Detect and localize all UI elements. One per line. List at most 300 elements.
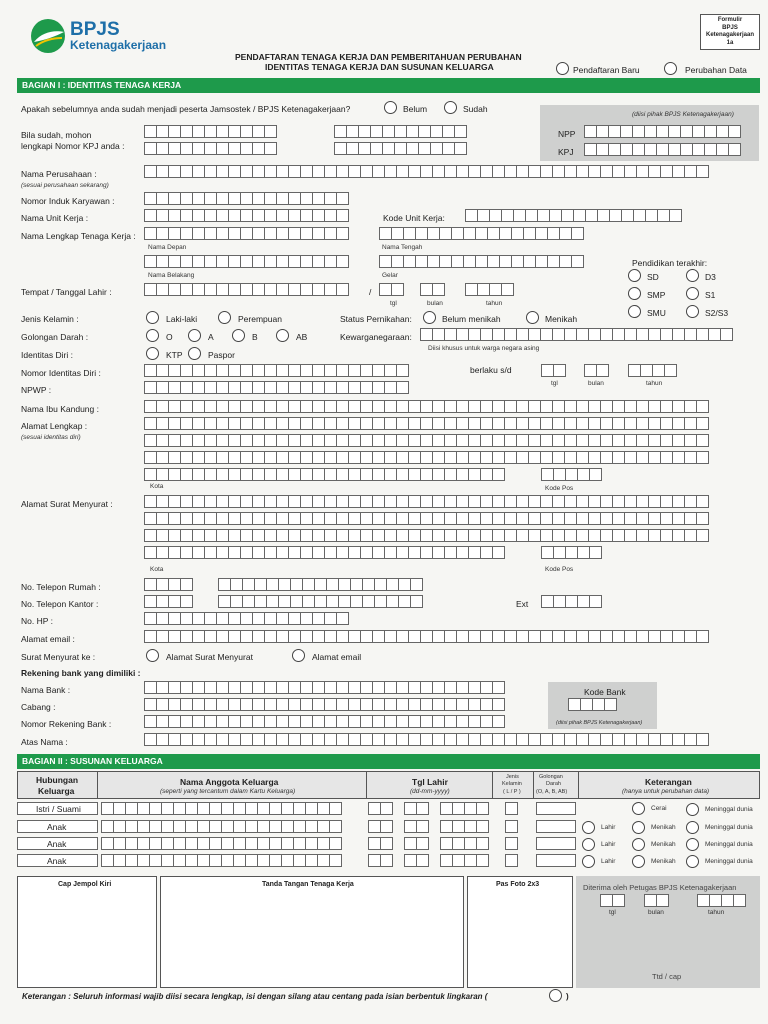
- char-box[interactable]: [416, 820, 429, 833]
- edu-sd-radio[interactable]: [628, 269, 641, 282]
- family-name-input[interactable]: [101, 854, 341, 867]
- valid-year-hint: tahun: [646, 380, 663, 387]
- char-box[interactable]: [501, 283, 514, 296]
- paspor-label: Paspor: [208, 350, 235, 360]
- bpjs-logo: [30, 18, 66, 54]
- edu-d3-radio[interactable]: [686, 269, 699, 282]
- unit-code-input[interactable]: [465, 209, 681, 222]
- family-relation-label: Anak: [47, 839, 67, 849]
- char-box[interactable]: [696, 529, 709, 542]
- char-box[interactable]: [380, 854, 393, 867]
- edu-d3-label: D3: [705, 272, 716, 282]
- char-box[interactable]: [596, 364, 609, 377]
- col-blood-2: Darah: [546, 781, 561, 787]
- char-box: [656, 894, 669, 907]
- col-blood-1: Golongan: [539, 774, 563, 780]
- mail-to-address-label: Alamat Surat Menyurat: [166, 652, 253, 662]
- char-box[interactable]: [336, 209, 349, 222]
- blood-o-label: O: [166, 332, 173, 342]
- edu-s2s3-radio[interactable]: [686, 305, 699, 318]
- address-line-2[interactable]: [144, 434, 708, 447]
- char-box[interactable]: [696, 451, 709, 464]
- char-box: [728, 143, 741, 156]
- family-meninggal-radio[interactable]: [686, 821, 699, 834]
- nationality-input[interactable]: [420, 328, 732, 341]
- sudah-label: Sudah: [463, 104, 488, 114]
- char-box[interactable]: [492, 698, 505, 711]
- bank-name-input[interactable]: [144, 681, 504, 694]
- family-meninggal-label: Meninggal dunia: [705, 841, 753, 848]
- family-cerai-radio[interactable]: [632, 802, 645, 815]
- gender-label: Jenis Kelamin :: [21, 314, 79, 324]
- col-divider: [533, 771, 534, 799]
- received-year-hint: tahun: [708, 909, 725, 916]
- address-city-input[interactable]: [144, 468, 504, 481]
- family-lahir-radio[interactable]: [582, 855, 595, 868]
- family-blood-input[interactable]: [536, 837, 575, 850]
- family-dob-day[interactable]: [368, 820, 392, 833]
- birth-day-input[interactable]: [379, 283, 403, 296]
- mail-to-address-radio[interactable]: [146, 649, 159, 662]
- char-box[interactable]: [492, 681, 505, 694]
- ext-label: Ext: [516, 599, 529, 609]
- family-lahir-label: Lahir: [601, 858, 616, 865]
- kpj-input-1[interactable]: [144, 125, 276, 138]
- char-box[interactable]: [589, 468, 602, 481]
- single-label: Belum menikah: [442, 314, 501, 324]
- char-box[interactable]: [410, 595, 423, 608]
- female-label: Perempuan: [238, 314, 282, 324]
- work-unit-label: Nama Unit Kerja :: [21, 213, 89, 223]
- female-radio[interactable]: [218, 311, 231, 324]
- male-label: Laki-laki: [166, 314, 198, 324]
- family-dob-month[interactable]: [404, 802, 428, 815]
- mail-to-email-label: Alamat email: [312, 652, 362, 662]
- col-divider: [366, 771, 367, 799]
- address-note: (sesuai identitas diri): [21, 434, 81, 441]
- char-box[interactable]: [336, 227, 349, 240]
- char-box[interactable]: [416, 802, 429, 815]
- home-phone-input[interactable]: [218, 578, 422, 591]
- char-box[interactable]: [696, 733, 709, 746]
- family-dob-day[interactable]: [368, 802, 392, 815]
- char-box[interactable]: [329, 820, 342, 833]
- mail-to-label: Surat Menyurat ke :: [21, 652, 96, 662]
- address-line-1[interactable]: [144, 417, 708, 430]
- char-box[interactable]: [571, 255, 584, 268]
- family-menikah-radio[interactable]: [632, 838, 645, 851]
- male-radio[interactable]: [146, 311, 159, 324]
- family-dob-month[interactable]: [404, 854, 428, 867]
- char-box[interactable]: [589, 595, 602, 608]
- logo-icon: [30, 18, 66, 54]
- char-box: [612, 894, 625, 907]
- ext-input[interactable]: [541, 595, 601, 608]
- kpj-prompt-2: lengkapi Nomor KPJ anda :: [21, 141, 125, 151]
- previous-member-question: Apakah sebelumnya anda sudah menjadi peserta Jamsostek / BPJS Ketenagakerjaan?: [21, 104, 351, 114]
- family-meninggal-label: Meninggal dunia: [705, 858, 753, 865]
- id-type-label: Identitas Diri :: [21, 350, 73, 360]
- mobile-input[interactable]: [144, 612, 348, 625]
- char-box[interactable]: [505, 854, 518, 867]
- edu-s2s3-label: S2/S3: [705, 308, 729, 318]
- char-box[interactable]: [432, 283, 445, 296]
- char-box[interactable]: [476, 820, 489, 833]
- char-box[interactable]: [505, 820, 518, 833]
- received-month-input: [644, 894, 668, 907]
- char-box[interactable]: [669, 209, 682, 222]
- family-dob-month[interactable]: [404, 837, 428, 850]
- home-phone-label: No. Telepon Rumah :: [21, 582, 101, 592]
- family-blood-input[interactable]: [536, 802, 575, 815]
- data-change-radio[interactable]: [664, 62, 677, 75]
- family-menikah-label: Menikah: [651, 858, 676, 865]
- char-box[interactable]: [664, 364, 677, 377]
- sudah-radio[interactable]: [444, 101, 457, 114]
- signature-box[interactable]: [160, 876, 464, 988]
- valid-month-input[interactable]: [584, 364, 608, 377]
- char-box[interactable]: [696, 495, 709, 508]
- received-label: Diterima oleh Petugas BPJS Ketenagakerjaan: [583, 883, 737, 892]
- family-dob-year[interactable]: [440, 854, 488, 867]
- kpj-input-4[interactable]: [334, 142, 466, 155]
- birth-place-input[interactable]: [144, 283, 348, 296]
- family-menikah-label: Menikah: [651, 824, 676, 831]
- logo-sub: Ketenagakerjaan: [70, 38, 167, 52]
- last-name-hint: Nama Belakang: [148, 272, 195, 279]
- office-phone-label: No. Telepon Kantor :: [21, 599, 99, 609]
- branch-input[interactable]: [144, 698, 504, 711]
- family-meninggal-radio[interactable]: [686, 838, 699, 851]
- birth-month-hint: bulan: [427, 300, 443, 307]
- char-box[interactable]: [264, 142, 277, 155]
- col-relation-2: Keluarga: [38, 786, 75, 796]
- valid-day-input[interactable]: [541, 364, 565, 377]
- foreign-note: Diisi khusus untuk warga negara asing: [428, 345, 540, 352]
- family-dob-month[interactable]: [404, 820, 428, 833]
- char-box[interactable]: [696, 400, 709, 413]
- family-relation-label: Anak: [47, 856, 67, 866]
- mail-address-line-3[interactable]: [144, 529, 708, 542]
- account-name-input[interactable]: [144, 733, 708, 746]
- char-box[interactable]: [492, 468, 505, 481]
- logo-brand: BPJS: [70, 19, 120, 40]
- form-title-1: PENDAFTARAN TENAGA KERJA DAN PEMBERITAHUAN PERUBAHAN: [235, 52, 522, 62]
- edu-smu-label: SMU: [647, 308, 666, 318]
- col-sex-2: Kelamin: [502, 781, 522, 787]
- col-sex-3: ( L / P ): [503, 789, 521, 795]
- family-sex-input[interactable]: [505, 837, 517, 850]
- kpj-label: KPJ: [558, 147, 574, 157]
- family-name-input[interactable]: [101, 820, 341, 833]
- full-name-label: Nama Lengkap Tenaga Kerja :: [21, 231, 136, 241]
- ktp-radio[interactable]: [146, 347, 159, 360]
- marital-label: Status Pernikahan:: [340, 314, 412, 324]
- family-dob-day[interactable]: [368, 837, 392, 850]
- char-box[interactable]: [476, 854, 489, 867]
- char-box[interactable]: [410, 578, 423, 591]
- employee-id-label: Nomor Induk Karyawan :: [21, 196, 115, 206]
- blood-ab-label: AB: [296, 332, 308, 342]
- employee-id-input[interactable]: [144, 192, 348, 205]
- char-box[interactable]: [476, 802, 489, 815]
- char-box[interactable]: [720, 328, 733, 341]
- address-city-hint: Kota: [150, 483, 164, 490]
- edu-s1-radio[interactable]: [686, 287, 699, 300]
- title-input[interactable]: [379, 255, 583, 268]
- char-box[interactable]: [180, 595, 193, 608]
- col-dob-note: (dd-mm-yyyy): [410, 788, 450, 795]
- company-note: (sesuai perusahaan sekarang): [21, 182, 109, 189]
- family-sex-input[interactable]: [505, 854, 517, 867]
- char-box[interactable]: [336, 612, 349, 625]
- family-dob-day[interactable]: [368, 854, 392, 867]
- bank-name-label: Nama Bank :: [21, 685, 71, 695]
- family-relation-label: Anak: [47, 822, 67, 832]
- belum-radio[interactable]: [384, 101, 397, 114]
- family-lahir-label: Lahir: [601, 841, 616, 848]
- birth-month-input[interactable]: [420, 283, 444, 296]
- edu-sd-label: SD: [647, 272, 659, 282]
- valid-until-label: berlaku s/d: [470, 365, 512, 375]
- char-box[interactable]: [416, 837, 429, 850]
- new-registration-label: Pendaftaran Baru: [573, 65, 640, 75]
- char-box[interactable]: [696, 417, 709, 430]
- npp-label: NPP: [558, 129, 576, 139]
- family-sex-input[interactable]: [505, 820, 517, 833]
- family-menikah-radio[interactable]: [632, 821, 645, 834]
- first-name-hint: Nama Depan: [148, 244, 187, 251]
- mobile-label: No. HP :: [21, 616, 53, 626]
- middle-name-hint: Nama Tengah: [382, 244, 423, 251]
- char-box[interactable]: [380, 802, 393, 815]
- form-code-line: Ketenagakerjaan: [705, 32, 755, 38]
- footer-note: Keterangan : Seluruh informasi wajib diisi secara lengkap, isi dengan silang atau centang pada isian berbentuk lingkaran (: [22, 992, 488, 1001]
- char-box[interactable]: [380, 820, 393, 833]
- unit-code-label: Kode Unit Kerja:: [383, 213, 445, 223]
- blood-o-radio[interactable]: [146, 329, 159, 342]
- edu-smp-radio[interactable]: [628, 287, 641, 300]
- photo-label: Pas Foto 2x3: [496, 881, 540, 888]
- char-box[interactable]: [336, 283, 349, 296]
- mail-address-label: Alamat Surat Menyurat :: [21, 499, 113, 509]
- address-postcode-input[interactable]: [541, 468, 601, 481]
- blood-b-label: B: [252, 332, 258, 342]
- branch-label: Cabang :: [21, 702, 56, 712]
- edu-s1-label: S1: [705, 290, 716, 300]
- kpj-input-3[interactable]: [144, 142, 276, 155]
- nationality-label: Kewarganegaraan:: [340, 332, 412, 342]
- middle-name-input[interactable]: [379, 227, 583, 240]
- blood-ab-radio[interactable]: [276, 329, 289, 342]
- section2-header: BAGIAN II : SUSUNAN KELUARGA: [17, 754, 760, 769]
- col-note-sub: (hanya untuk perubahan data): [622, 788, 710, 795]
- education-label: Pendidikan terakhir:: [632, 258, 708, 268]
- char-box[interactable]: [492, 546, 505, 559]
- bank-section-title: Rekening bank yang dimiliki :: [21, 668, 141, 678]
- npp-input: [584, 125, 740, 138]
- id-number-label: Nomor Identitas Diri :: [21, 368, 101, 378]
- family-cerai-label: Cerai: [651, 805, 667, 812]
- office-phone-area-input[interactable]: [144, 595, 192, 608]
- family-dob-year[interactable]: [440, 837, 488, 850]
- married-label: Menikah: [545, 314, 578, 324]
- bank-code-label: Kode Bank: [584, 687, 626, 697]
- blood-a-radio[interactable]: [188, 329, 201, 342]
- char-box[interactable]: [589, 546, 602, 559]
- family-blood-input[interactable]: [536, 820, 575, 833]
- char-box[interactable]: [336, 192, 349, 205]
- received-year-input: [697, 894, 745, 907]
- valid-year-input[interactable]: [628, 364, 676, 377]
- thumbprint-box: [17, 876, 157, 988]
- data-change-label: Perubahan Data: [685, 65, 747, 75]
- family-name-input[interactable]: [101, 802, 341, 815]
- family-dob-year[interactable]: [440, 802, 488, 815]
- family-lahir-radio[interactable]: [582, 821, 595, 834]
- first-name-input[interactable]: [144, 227, 348, 240]
- mail-address-line-1[interactable]: [144, 495, 708, 508]
- char-box[interactable]: [476, 837, 489, 850]
- mother-name-input[interactable]: [144, 400, 708, 413]
- family-meninggal-label: Meninggal dunia: [705, 824, 753, 831]
- new-registration-radio[interactable]: [556, 62, 569, 75]
- family-menikah-radio[interactable]: [632, 855, 645, 868]
- form-code-line: Formulir: [717, 17, 743, 23]
- edu-smp-label: SMP: [647, 290, 666, 300]
- col-name-note: (seperti yang tercantum dalam Kartu Keluarga): [160, 788, 296, 795]
- col-relation-1: Hubungan: [36, 775, 79, 785]
- title-hint: Gelar: [382, 272, 398, 279]
- col-divider: [492, 771, 493, 799]
- address-line-3[interactable]: [144, 451, 708, 464]
- col-note: Keterangan: [645, 777, 692, 787]
- family-menikah-label: Menikah: [651, 841, 676, 848]
- char-box[interactable]: [696, 512, 709, 525]
- char-box[interactable]: [571, 227, 584, 240]
- birth-slash: /: [369, 287, 372, 297]
- char-box[interactable]: [264, 125, 277, 138]
- birth-day-hint: tgl: [390, 300, 397, 307]
- col-dob: Tgl Lahir: [412, 777, 448, 787]
- kpj-input-2[interactable]: [334, 125, 466, 138]
- blood-b-radio[interactable]: [232, 329, 245, 342]
- company-input[interactable]: [144, 165, 708, 178]
- char-box[interactable]: [336, 255, 349, 268]
- work-unit-input[interactable]: [144, 209, 348, 222]
- form-title-2: IDENTITAS TENAGA KERJA DAN SUSUNAN KELUARGA: [265, 62, 494, 72]
- char-box[interactable]: [416, 854, 429, 867]
- char-box[interactable]: [492, 715, 505, 728]
- section1-header: BAGIAN I : IDENTITAS TENAGA KERJA: [17, 78, 760, 93]
- footer-close-paren: ): [566, 992, 569, 1001]
- mail-city-input[interactable]: [144, 546, 504, 559]
- char-box[interactable]: [553, 364, 566, 377]
- belum-label: Belum: [403, 104, 428, 114]
- footer-circle-example: [549, 989, 562, 1002]
- email-label: Alamat email :: [21, 634, 75, 644]
- edu-smu-radio[interactable]: [628, 305, 641, 318]
- home-phone-area-input[interactable]: [144, 578, 192, 591]
- birth-label: Tempat / Tanggal Lahir :: [21, 287, 112, 297]
- office-phone-input[interactable]: [218, 595, 422, 608]
- char-box[interactable]: [454, 125, 467, 138]
- col-sex-1: Jenis: [506, 774, 519, 780]
- char-box[interactable]: [391, 283, 404, 296]
- single-radio[interactable]: [423, 311, 436, 324]
- char-box: [733, 894, 746, 907]
- mail-postcode-hint: Kode Pos: [545, 566, 574, 573]
- signature-label: Tanda Tangan Tenaga Kerja: [262, 881, 354, 888]
- thumbprint-label: Cap Jempol Kiri: [58, 881, 112, 888]
- char-box[interactable]: [505, 837, 518, 850]
- address-label: Alamat Lengkap :: [21, 421, 88, 431]
- family-meninggal-radio[interactable]: [686, 855, 699, 868]
- col-divider: [97, 771, 98, 799]
- blood-a-label: A: [208, 332, 214, 342]
- form-code-line: 1a: [726, 39, 734, 46]
- birth-year-input[interactable]: [465, 283, 513, 296]
- char-box[interactable]: [329, 837, 342, 850]
- valid-day-hint: tgl: [551, 380, 558, 387]
- received-day-input: [600, 894, 624, 907]
- family-blood-input[interactable]: [536, 854, 575, 867]
- blood-label: Golongan Darah :: [21, 332, 89, 342]
- char-box: [728, 125, 741, 138]
- npwp-input[interactable]: [144, 381, 408, 394]
- mail-to-email-radio[interactable]: [292, 649, 305, 662]
- family-meninggal-radio[interactable]: [686, 803, 699, 816]
- photo-box: [467, 876, 573, 988]
- family-name-input[interactable]: [101, 837, 341, 850]
- char-box[interactable]: [396, 364, 409, 377]
- email-input[interactable]: [144, 630, 708, 643]
- ttd-cap-label: Ttd / cap: [652, 972, 682, 981]
- mail-city-hint: Kota: [150, 566, 164, 573]
- family-lahir-label: Lahir: [601, 824, 616, 831]
- family-relation-label: Istri / Suami: [36, 804, 81, 814]
- account-number-input[interactable]: [144, 715, 504, 728]
- paspor-radio[interactable]: [188, 347, 201, 360]
- received-day-hint: tgl: [609, 909, 616, 916]
- last-name-input[interactable]: [144, 255, 348, 268]
- family-sex-input[interactable]: [505, 802, 517, 815]
- id-number-input[interactable]: [144, 364, 408, 377]
- char-box[interactable]: [396, 381, 409, 394]
- char-box[interactable]: [329, 854, 342, 867]
- mail-postcode-input[interactable]: [541, 546, 601, 559]
- married-radio[interactable]: [526, 311, 539, 324]
- family-lahir-radio[interactable]: [582, 838, 595, 851]
- birth-year-hint: tahun: [486, 300, 503, 307]
- family-dob-year[interactable]: [440, 820, 488, 833]
- char-box[interactable]: [454, 142, 467, 155]
- received-month-hint: bulan: [648, 909, 664, 916]
- char-box[interactable]: [380, 837, 393, 850]
- ktp-label: KTP: [166, 350, 183, 360]
- char-box[interactable]: [696, 434, 709, 447]
- account-number-label: Nomor Rekening Bank :: [21, 719, 112, 729]
- char-box[interactable]: [180, 578, 193, 591]
- char-box[interactable]: [505, 802, 518, 815]
- npwp-label: NPWP :: [21, 385, 52, 395]
- char-box[interactable]: [329, 802, 342, 815]
- form-code-box: [700, 14, 760, 50]
- address-postcode-hint: Kode Pos: [545, 485, 574, 492]
- char-box[interactable]: [696, 165, 709, 178]
- char-box[interactable]: [696, 630, 709, 643]
- mail-address-line-2[interactable]: [144, 512, 708, 525]
